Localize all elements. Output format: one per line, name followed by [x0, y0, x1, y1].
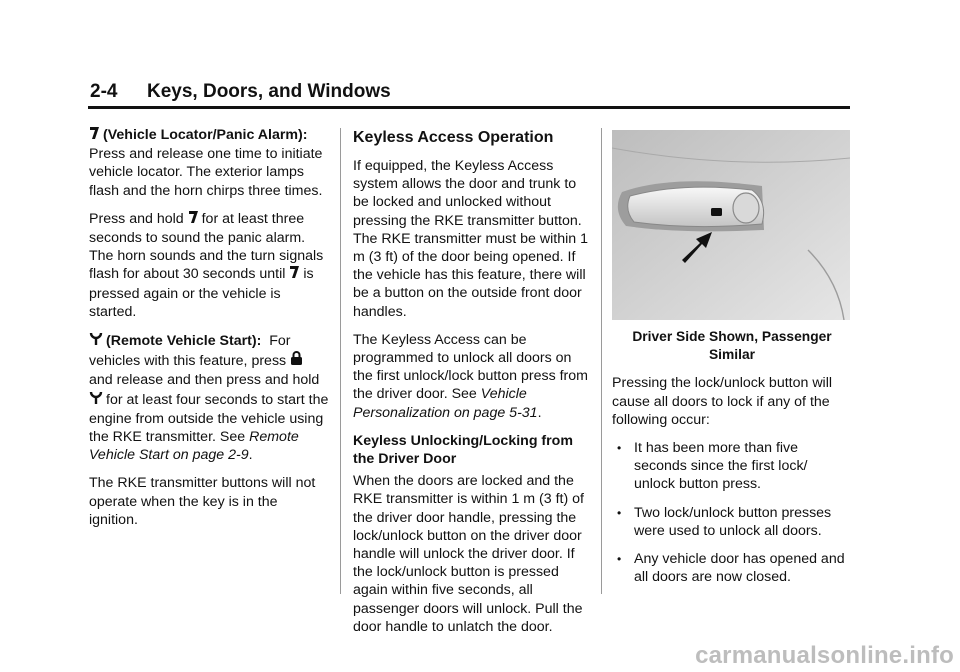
figure-caption: Driver Side Shown, Passenger Similar	[632, 329, 832, 363]
personalization-link[interactable]: Vehicle Personalization on page 5-31	[353, 386, 538, 421]
paragraph-remote-start	[89, 331, 329, 464]
bullet-icon: •	[617, 505, 622, 520]
panic-text-c: is pressed again or the vehicle is started.	[89, 266, 314, 320]
watermark: carmanualsonline.info	[695, 642, 954, 669]
program-text: The Keyless Access can be programmed to unlock all doors on the first unlock/lock button press from the driver door. See	[353, 331, 588, 403]
paragraph-ignition-note: The RKE transmitter buttons will not operate when the key is in the ignition.	[89, 475, 316, 528]
horn-locator-icon	[188, 210, 199, 229]
bullet-icon: •	[617, 441, 622, 456]
chapter-title: Keys, Doors, and Windows	[147, 81, 391, 102]
bullet-list	[612, 439, 852, 586]
horn-locator-icon	[289, 265, 300, 284]
locator-heading: (Vehicle Locator/Panic Alarm):	[103, 127, 308, 143]
column-divider	[340, 128, 341, 594]
page-number: 2-4	[90, 81, 118, 102]
paragraph-vehicle-locator	[89, 126, 329, 200]
period: .	[248, 447, 253, 464]
subsection-heading: Keyless Unlocking/Locking from the Driver Door	[353, 432, 573, 468]
period: .	[537, 404, 542, 421]
lock-icon	[290, 351, 303, 371]
column-right	[612, 126, 852, 596]
remote-start-heading: (Remote Vehicle Start):	[106, 333, 262, 350]
remote-start-icon	[89, 331, 103, 351]
column-middle	[353, 126, 591, 646]
remote-start-text-b: and release and then press and hold	[89, 372, 320, 389]
column-left	[89, 126, 329, 539]
bullet-text: Any vehicle door has opened and all doors are now closed.	[634, 551, 845, 586]
bullet-icon: •	[617, 552, 622, 567]
remote-start-text-a: For vehicles with this feature, press	[89, 333, 291, 370]
remote-start-link[interactable]: Remote Vehicle Start on page 2-9	[89, 429, 299, 464]
paragraph-driver-door: When the doors are locked and the RKE transmitter is within 1 m (3 ft) of the driver door handle, pressing the lock/unlock button on the driver door handle will unlock the driver door. If the lock/unlock button is pressed again within five seconds, all passenger doors will unlock. Pull the door handle to unlatch the door.	[353, 473, 584, 635]
list-item	[612, 439, 852, 494]
panic-text-b: for at least three seconds to sound the panic alarm. The horn sounds and the turn signals flash for about 30 seconds until	[89, 210, 324, 283]
horn-locator-icon	[89, 126, 100, 145]
paragraph-keyless-intro: If equipped, the Keyless Access system allows the door and trunk to be locked and unlocked without pressing the RKE transmitter button. The RKE transmitter must be within 1 m (3 ft) of the door being opened. If the vehicle has this feature, there will be a button on the outside front door handles.	[353, 158, 588, 320]
list-item	[612, 504, 852, 540]
page-header	[88, 78, 850, 109]
remote-start-icon	[89, 390, 103, 410]
bullet-text: Two lock/unlock button presses were used to unlock all doors.	[634, 504, 832, 539]
locator-text: Press and release one time to initiate vehicle locator. The exterior lamps flash and the horn chirps three times.	[89, 146, 323, 199]
paragraph-panic	[89, 210, 329, 321]
list-item	[612, 550, 852, 586]
paragraph-keyless-program	[353, 331, 591, 422]
panic-text-a: Press and hold	[89, 210, 184, 227]
door-handle-photo	[612, 130, 850, 320]
bullet-text: It has been more than five seconds since the first lock/ unlock button press.	[634, 440, 808, 493]
paragraph-lock-conditions: Pressing the lock/unlock button will cause all doors to lock if any of the following occur:	[612, 375, 833, 428]
remote-start-text-c: for at least four seconds to start the engine from outside the vehicle using the RKE transmitter. See	[89, 391, 329, 446]
column-divider	[601, 128, 602, 594]
section-heading: Keyless Access Operation	[353, 129, 554, 146]
